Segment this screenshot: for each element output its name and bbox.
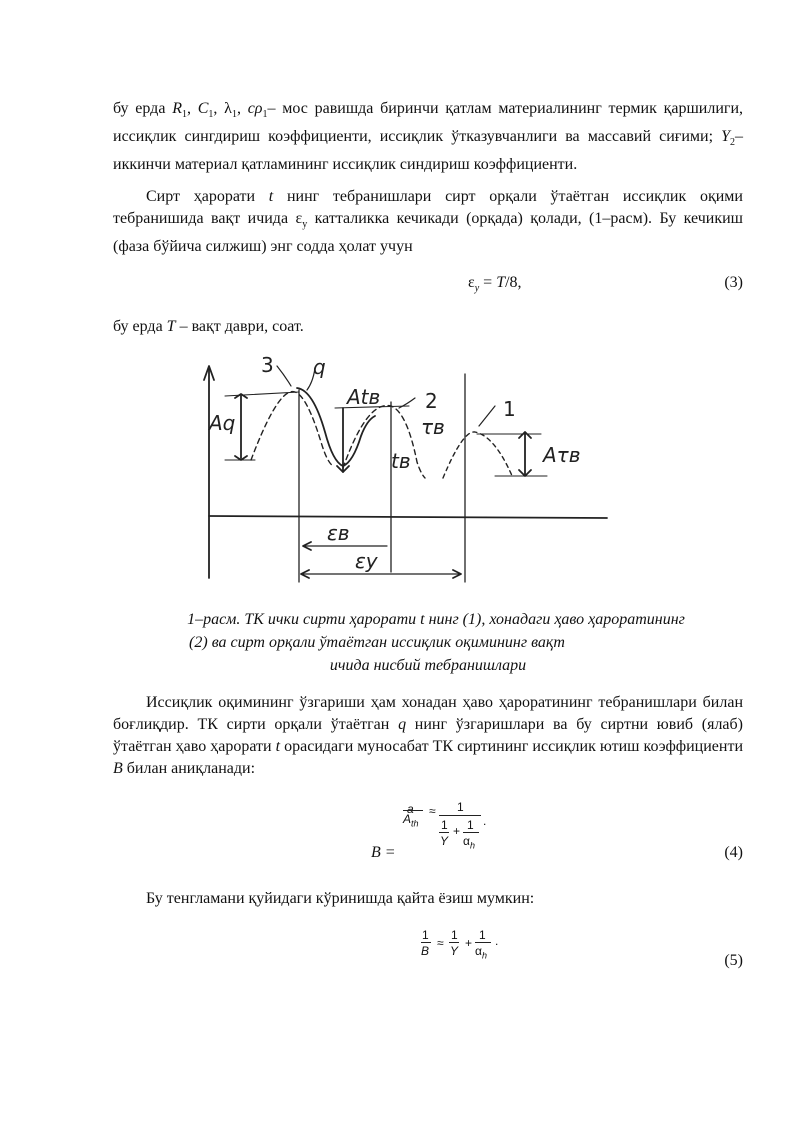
ref-line-top — [225, 392, 299, 396]
symbol-t: t — [268, 188, 274, 205]
subscript: у — [302, 219, 308, 231]
symbol-T: T — [496, 274, 506, 291]
equation-3-body — [468, 272, 522, 300]
x-axis — [209, 516, 607, 518]
caption-line-3: ичида нисбий тебранишлари — [329, 657, 527, 674]
equation-3 — [113, 272, 743, 294]
equation-number: (3) — [724, 274, 743, 291]
subscript: 1 — [208, 109, 214, 121]
eq4-dot: . — [483, 814, 487, 828]
label-curve-3: 3 — [261, 353, 274, 377]
label-curve-2: 2 — [425, 389, 438, 413]
figure-caption — [113, 608, 743, 677]
caption-line-2: (2) ва сирт орқали ўтаётган иссиқлик оқимининг вақт — [189, 634, 565, 651]
subscript: 1 — [181, 109, 187, 121]
label-Atb: Atв — [347, 385, 381, 409]
eq4-one: 1 — [441, 818, 448, 832]
eq5-B: B — [421, 944, 430, 958]
text: орасидаги муносабат ТК сиртининг иссиқлик ютиш коэффициенти — [280, 738, 744, 755]
eq5-one: 1 — [422, 928, 429, 942]
fraction-bar — [421, 942, 431, 943]
subscript: 2 — [730, 137, 735, 149]
eq5-body — [421, 928, 511, 968]
eq5-Y: Y — [450, 944, 459, 958]
eq4-fraction — [403, 802, 503, 862]
paragraph-rewrite — [113, 888, 743, 910]
caption-line-1: 1–расм. ТК ички сирти ҳарорати t нинг (1), хонадаги ҳаво ҳароратининг — [187, 611, 685, 628]
text: нинг ўзгаришлари ва бу сиртни ювиб (ялаб) ўтаётган ҳаво ҳарорати — [113, 716, 744, 755]
fraction-bar — [449, 942, 459, 943]
curve-2 — [343, 406, 425, 478]
symbol-q: q — [398, 716, 407, 733]
symbol-C: C — [197, 100, 209, 117]
eq5-alpha — [475, 944, 487, 960]
subscript: 1 — [262, 109, 268, 121]
leader-3 — [277, 366, 291, 386]
subscript: h — [469, 840, 475, 851]
symbol-epsilon: ε — [295, 210, 303, 227]
text: , — [236, 100, 248, 117]
symbol-alpha: α — [475, 944, 482, 958]
symbol-A: A — [403, 812, 412, 826]
symbol-T: T — [166, 318, 176, 335]
equation-number: (4) — [724, 844, 743, 861]
text: билан аниқланади: — [122, 760, 256, 777]
eq5-dot: . — [495, 934, 499, 948]
label-Aq: Aq — [209, 411, 236, 435]
text: бу ерда — [113, 100, 173, 117]
equation-number: (5) — [724, 952, 743, 969]
figure-oscillation-sketch — [195, 350, 615, 590]
eq4-plus: + — [453, 824, 461, 838]
eq4-approx: ≈ — [429, 804, 436, 818]
paragraph-phase-shift — [113, 186, 743, 258]
label-tau-b: τв — [421, 415, 445, 439]
symbol-Y: Y — [721, 128, 730, 146]
text: – мос равишда биринчи қатлам материалининг термик қаршилиги, иссиқлик сингдириш коэффициенти, иссиқлик ўтказувчанлиги ва массавий сиғими; — [113, 100, 744, 146]
eq4-alpha — [463, 834, 475, 850]
equation-5 — [113, 926, 743, 976]
eq4-numerator-a: a — [407, 802, 414, 816]
curve-3 — [251, 392, 333, 466]
curve-1 — [443, 432, 513, 478]
text: катталикка кечикади (орқада) қолади, (1–расм). Бу кечикиш (фаза бўйича силжиш) энг содда ҳолат учун — [113, 210, 744, 256]
eq4-Y: Y — [440, 834, 449, 848]
symbol-epsilon: ε — [468, 274, 475, 291]
eq5-one: 1 — [451, 928, 458, 942]
symbol-alpha: α — [463, 834, 470, 848]
fraction-bar — [439, 832, 449, 833]
equation-4 — [113, 800, 743, 870]
symbol-R: R — [172, 100, 182, 117]
paragraph-period — [113, 316, 743, 338]
eq4-numerator-1: 1 — [457, 800, 464, 814]
eq5-approx: ≈ — [437, 936, 444, 950]
ref-lines-tau — [477, 434, 547, 476]
text: Сирт ҳарорати — [146, 188, 269, 205]
subscript: h — [481, 950, 487, 961]
fraction-bar — [439, 815, 481, 816]
text: /8, — [505, 274, 522, 291]
symbol-t: t — [275, 738, 281, 755]
paragraph-heat-flux — [113, 692, 743, 780]
eq4-one: 1 — [467, 818, 474, 832]
label-t-b: tв — [391, 449, 411, 473]
subscript: th — [411, 818, 419, 829]
fraction-bar — [475, 942, 491, 943]
paragraph-definitions — [113, 98, 743, 176]
label-eps-y: εy — [355, 549, 378, 573]
subscript: 1 — [231, 109, 237, 121]
text: – иккинчи материал қатламининг иссиқлик синдириш коэффициенти. — [113, 128, 743, 174]
text: нинг тебранишлари сирт орқали ўтаётган иссиқлик оқими тебранишида вақт ичида — [113, 188, 743, 227]
text: = — [479, 274, 497, 291]
fraction-bar — [403, 810, 423, 811]
label-q: q — [313, 355, 326, 379]
text: , — [186, 100, 198, 117]
subscript: y — [474, 283, 480, 295]
eq4-lhs: B = — [371, 844, 396, 861]
label-curve-1: 1 — [503, 397, 516, 421]
text: Иссиқлик оқимининг ўзгариши ҳам хонадан ҳаво ҳароратининг тебранишлари билан боғлиқдир. ТК сирти орқали ўтаётган — [113, 694, 743, 733]
label-A-tau: Aτв — [543, 443, 581, 467]
fraction-bar — [463, 832, 479, 833]
text: , — [213, 100, 225, 117]
text: бу ерда — [113, 318, 167, 335]
symbol-lambda: λ — [224, 100, 232, 117]
eq5-one: 1 — [479, 928, 486, 942]
label-eps-b: εв — [327, 521, 350, 545]
text: Бу тенгламани қуйидаги кўринишда қайта ёзиш мумкин: — [146, 890, 535, 907]
leader-1 — [479, 406, 495, 426]
eq5-plus: + — [465, 936, 473, 950]
eq4-denominator-A — [403, 812, 419, 828]
symbol-B: B — [113, 760, 123, 777]
text: – вақт даври, соат. — [175, 318, 304, 335]
symbol-c-rho: cρ — [247, 100, 263, 117]
